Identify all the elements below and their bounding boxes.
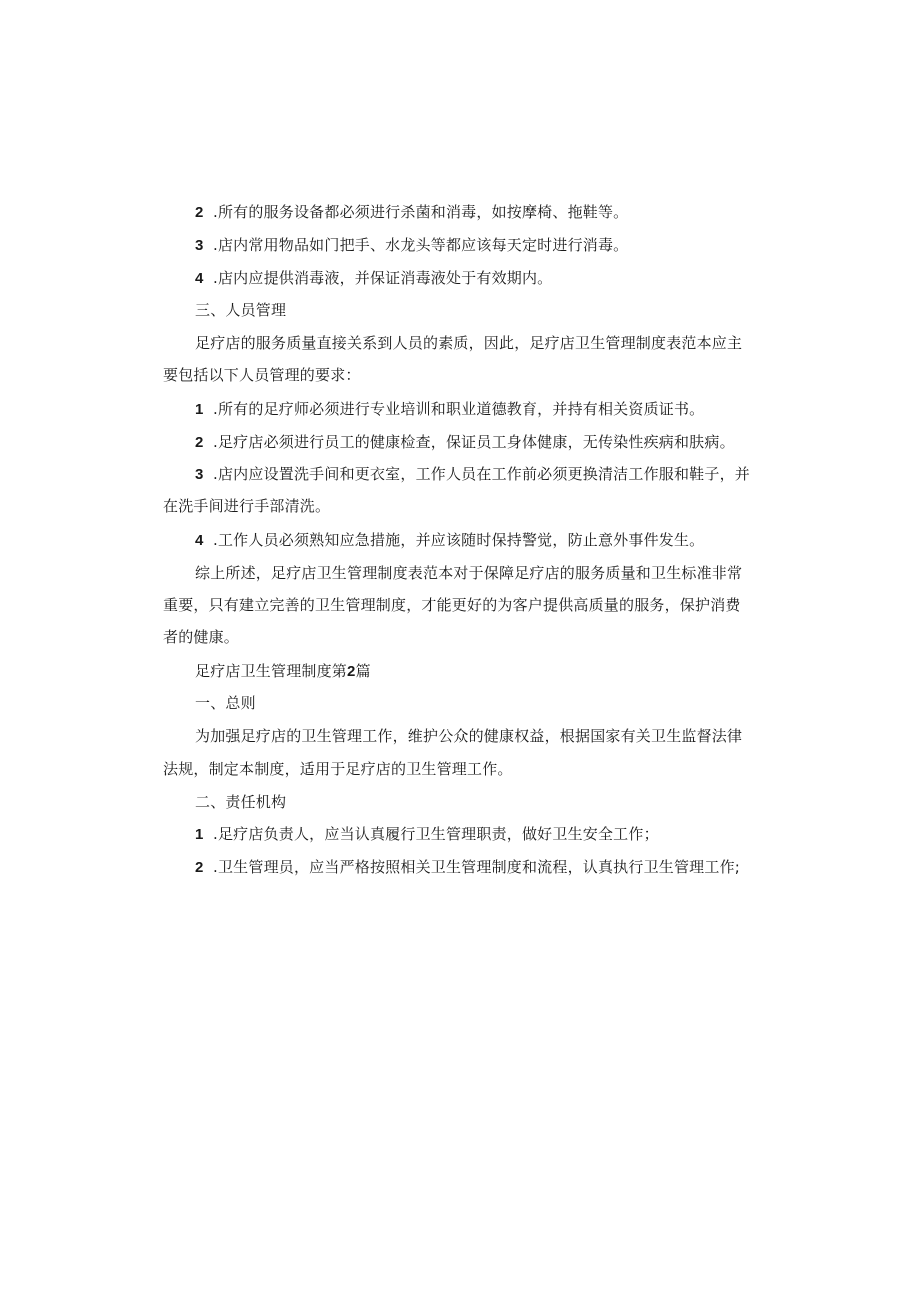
list-number: 4 [195, 270, 204, 287]
list-item [195, 234, 628, 257]
list-text: .卫生管理员，应当严格按照相关卫生管理制度和流程，认真执行卫生管理工作; [213, 858, 741, 876]
list-text: .店内应设置洗手间和更衣室，工作人员在工作前必须更换清洁工作服和鞋子，并 [213, 465, 750, 483]
section-heading-organization: 二、责任机构 [195, 793, 287, 811]
part2-title-number: 2 [347, 663, 356, 680]
paragraph-line: 者的健康。 [163, 628, 240, 646]
paragraph-line: 为加强足疗店的卫生管理工作，维护公众的健康权益，根据国家有关卫生监督法律 [195, 727, 743, 745]
list-text-continuation: 在洗手间进行手部清洗。 [163, 497, 331, 515]
list-item [195, 823, 659, 846]
paragraph-line: 要包括以下人员管理的要求： [163, 366, 361, 384]
list-number: 1 [195, 826, 204, 843]
list-text: .足疗店必须进行员工的健康检查，保证员工身体健康，无传染性疾病和肤病。 [213, 433, 735, 451]
part2-title-suffix: 篇 [355, 662, 371, 680]
paragraph-line: 综上所述，足疗店卫生管理制度表范本对于保障足疗店的服务质量和卫生标准非常 [195, 564, 743, 582]
paragraph-line: 重要，只有建立完善的卫生管理制度，才能更好的为客户提供高质量的服务，保护消费 [163, 596, 741, 614]
list-item [195, 463, 750, 486]
list-item [195, 856, 740, 879]
list-text: .店内常用物品如门把手、水龙头等都应该每天定时进行消毒。 [213, 236, 629, 254]
list-text: .足疗店负责人，应当认真履行卫生管理职责，做好卫生安全工作； [213, 825, 659, 843]
list-text: .所有的足疗师必须进行专业培训和职业道德教育，并持有相关资质证书。 [213, 400, 705, 418]
section-heading-general: 一、总则 [195, 694, 256, 712]
list-number: 2 [195, 859, 204, 876]
section-heading-personnel: 三、人员管理 [195, 301, 287, 319]
list-text: .店内应提供消毒液，并保证消毒液处于有效期内。 [213, 269, 553, 287]
list-item [195, 267, 552, 290]
part2-title [195, 660, 371, 683]
list-number: 3 [195, 237, 204, 254]
paragraph-line: 法规，制定本制度，适用于足疗店的卫生管理工作。 [163, 760, 513, 778]
list-item [195, 201, 628, 224]
list-item [195, 398, 704, 421]
list-number: 2 [195, 204, 204, 221]
paragraph-line: 足疗店的服务质量直接关系到人员的素质，因此，足疗店卫生管理制度表范本应主 [195, 334, 743, 352]
list-text: .工作人员必须熟知应急措施，并应该随时保持警觉，防止意外事件发生。 [213, 531, 705, 549]
list-text: .所有的服务设备都必须进行杀菌和消毒，如按摩椅、拖鞋等。 [213, 203, 629, 221]
list-number: 4 [195, 532, 204, 549]
list-item [195, 431, 735, 454]
list-item [195, 529, 704, 552]
list-number: 1 [195, 401, 204, 418]
list-number: 2 [195, 434, 204, 451]
part2-title-prefix: 足疗店卫生管理制度第 [195, 662, 348, 680]
list-number: 3 [195, 466, 204, 483]
